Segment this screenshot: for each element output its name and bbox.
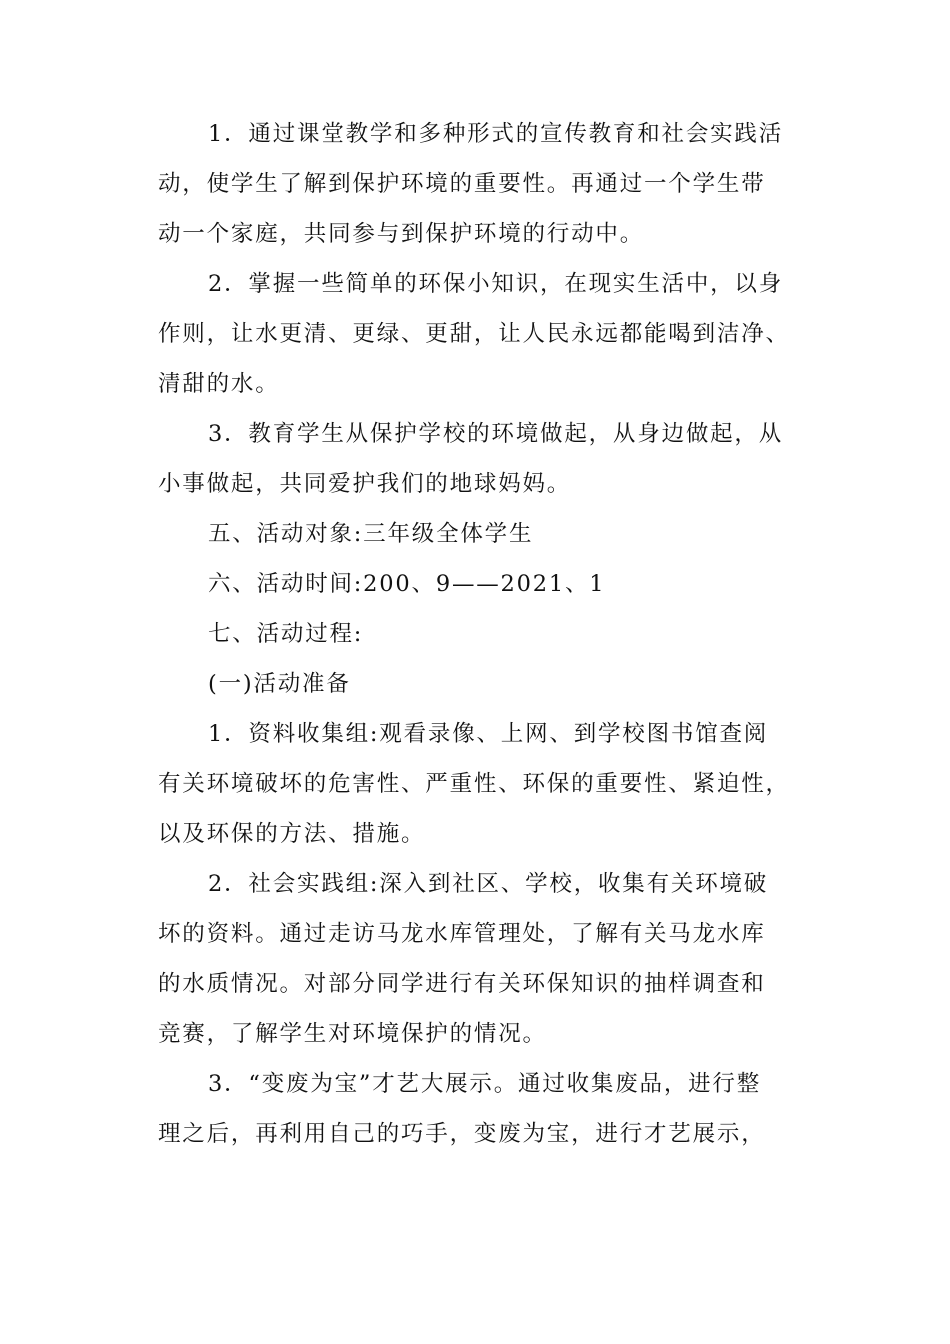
paragraph-5-line-3: 的水质情况。对部分同学进行有关环保知识的抽样调查和 [158,971,766,997]
section-7-heading: 七、活动过程: [208,621,364,647]
paragraph-1-line-1: 1．通过课堂教学和多种形式的宣传教育和社会实践活 [208,121,784,147]
paragraph-4-line-2: 有关环境破坏的危害性、严重性、环保的重要性、紧迫性， [158,771,790,797]
paragraph-2-line-3: 清甜的水。 [158,371,280,397]
section-6-heading: 六、活动时间:200、9——2021、1 [208,571,606,597]
paragraph-3-line-1: 3．教育学生从保护学校的环境做起，从身边做起，从 [208,421,784,447]
paragraph-4-line-3: 以及环保的方法、措施。 [158,821,426,847]
paragraph-3-line-2: 小事做起，共同爱护我们的地球妈妈。 [158,471,572,497]
paragraph-1-line-2: 动，使学生了解到保护环境的重要性。再通过一个学生带 [158,171,766,197]
subsection-1-heading: (一)活动准备 [208,671,351,697]
paragraph-5-line-1: 2．社会实践组:深入到社区、学校，收集有关环境破 [208,871,769,897]
paragraph-5-line-2: 坏的资料。通过走访马龙水库管理处，了解有关马龙水库 [158,921,766,947]
paragraph-2-line-2: 作则，让水更清、更绿、更甜，让人民永远都能喝到洁净、 [158,321,790,347]
paragraph-1-line-3: 动一个家庭，共同参与到保护环境的行动中。 [158,221,645,247]
paragraph-2-line-1: 2．掌握一些简单的环保小知识，在现实生活中，以身 [208,271,784,297]
paragraph-4-line-1: 1．资料收集组:观看录像、上网、到学校图书馆查阅 [208,721,769,747]
paragraph-6-line-1: 3．“变废为宝”才艺大展示。通过收集废品，进行整 [208,1071,762,1097]
section-5-heading: 五、活动对象:三年级全体学生 [208,521,534,547]
paragraph-6-line-2: 理之后，再利用自己的巧手，变废为宝，进行才艺展示， [158,1121,766,1147]
paragraph-5-line-4: 竞赛，了解学生对环境保护的情况。 [158,1021,547,1047]
